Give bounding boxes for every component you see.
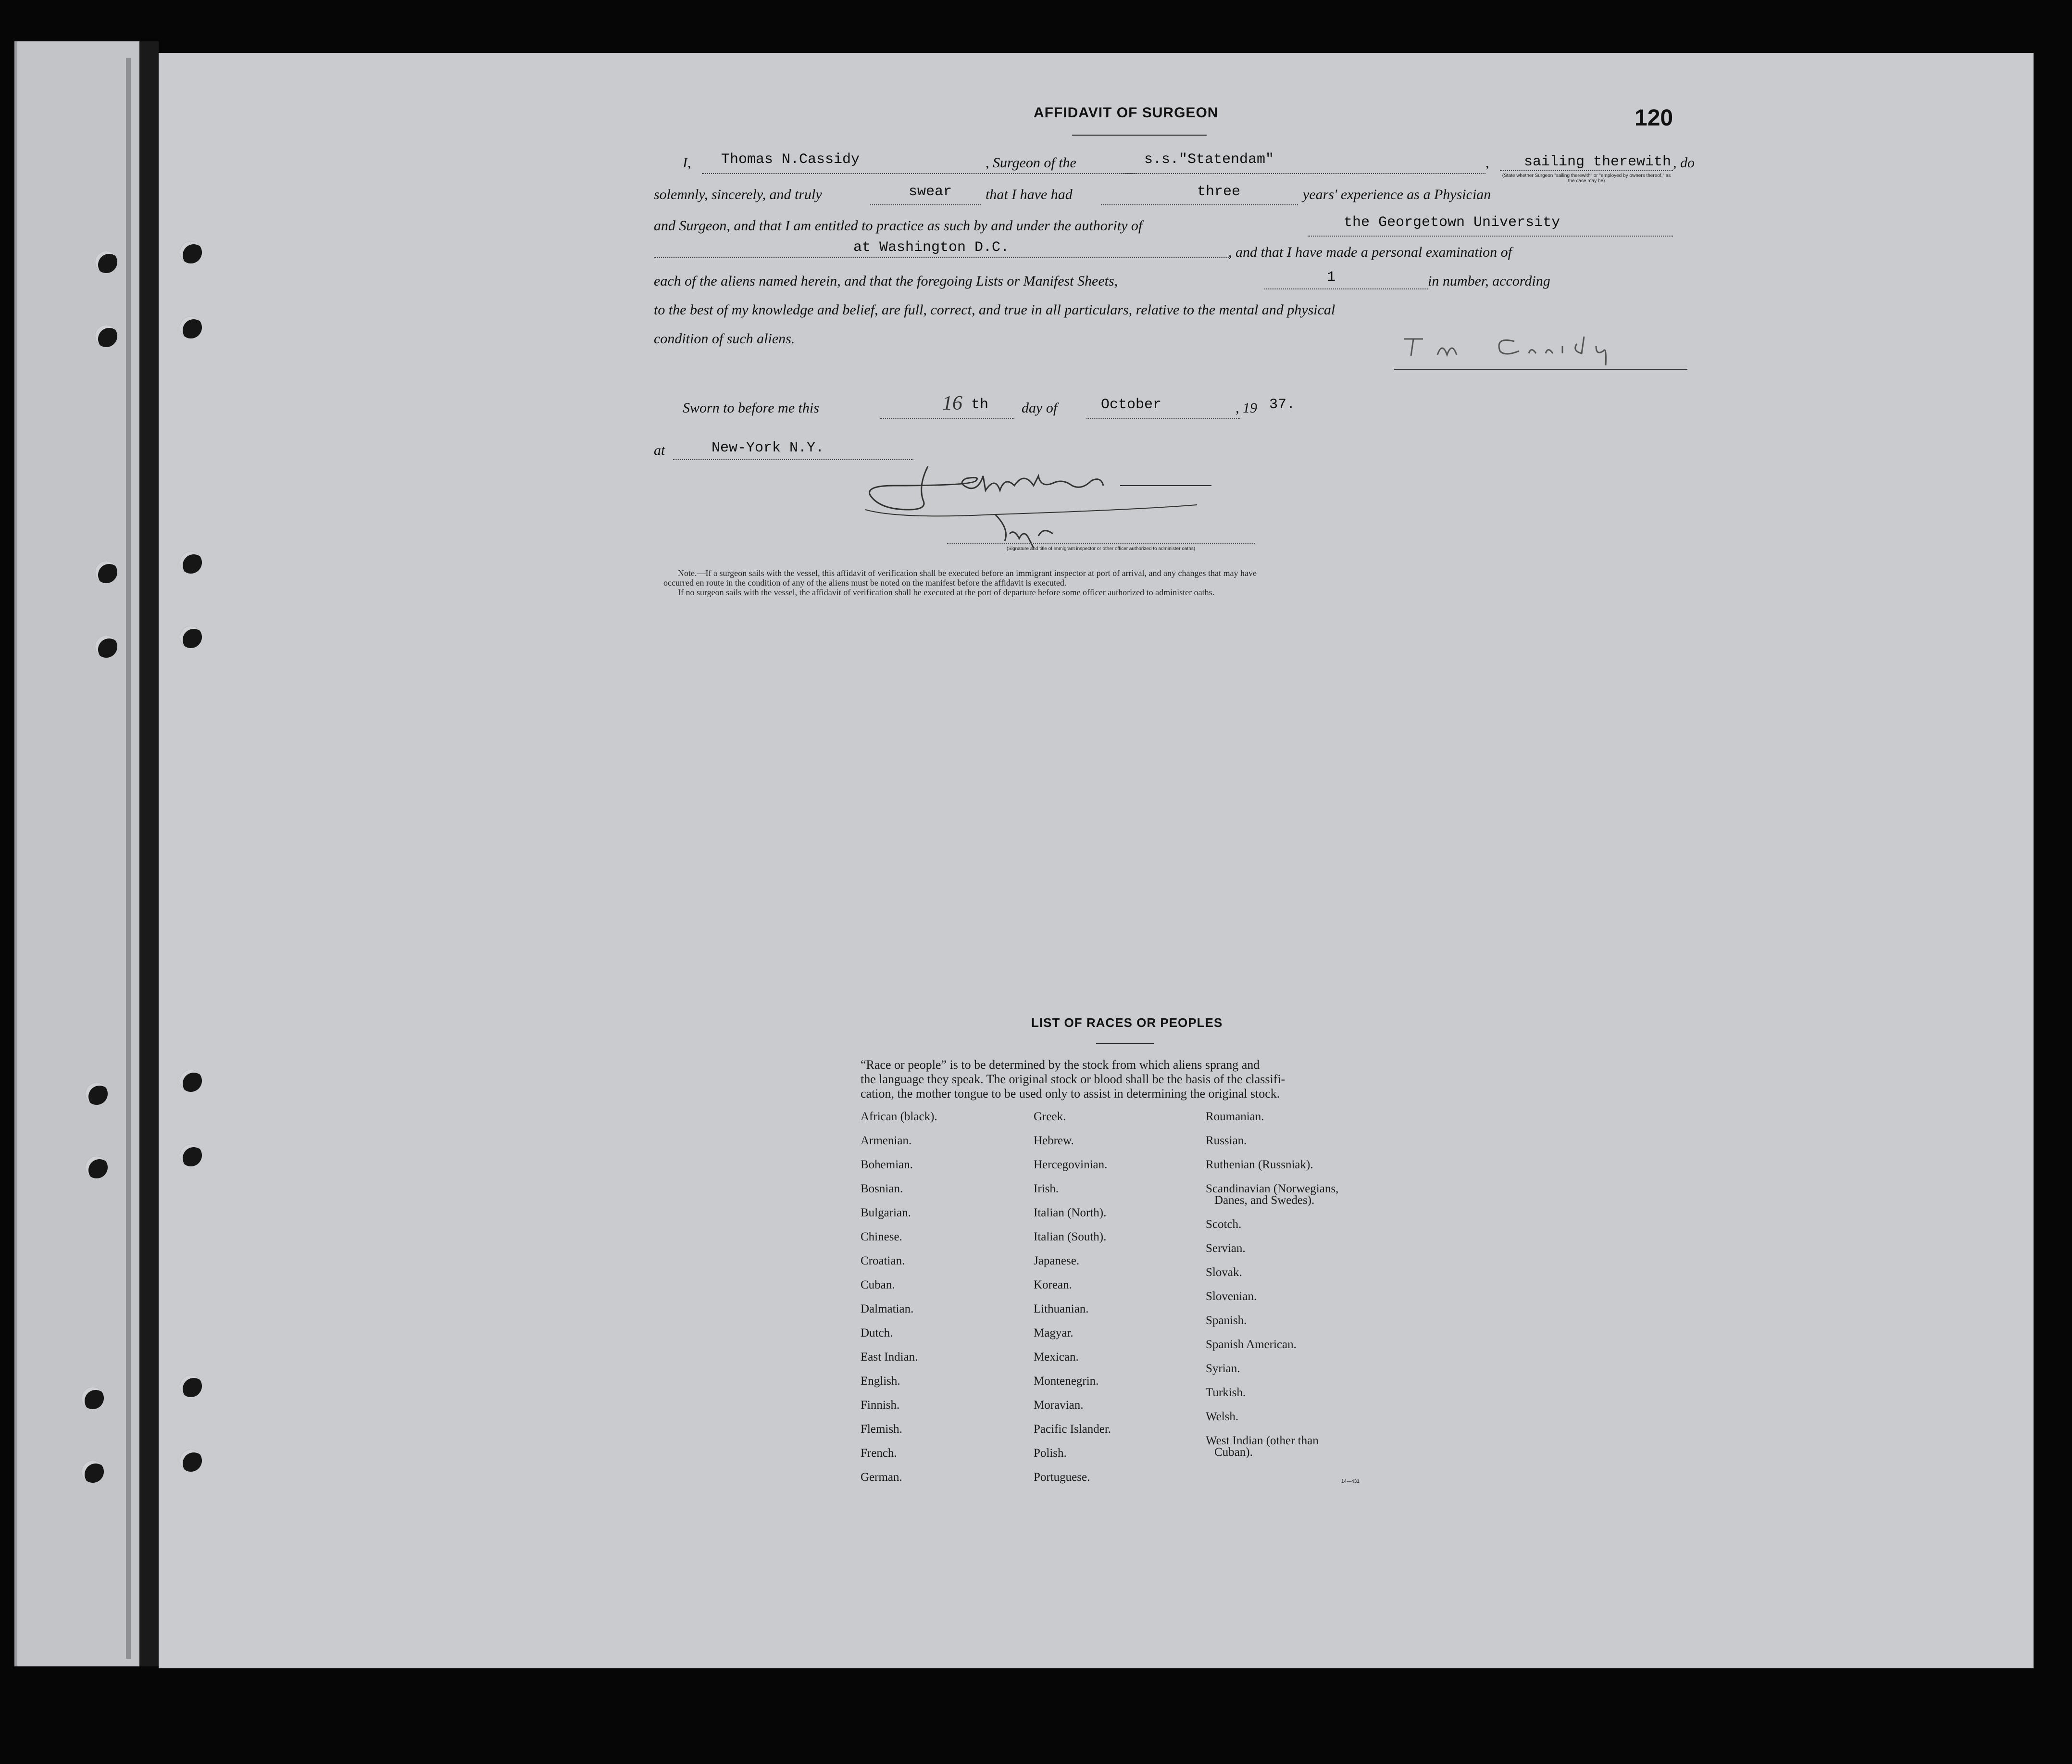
condition-text: condition of such aliens.: [654, 331, 795, 347]
aliens-text: each of the aliens named herein, and that the foregoing Lists or Manifest Sheets,: [654, 273, 1118, 289]
title-rule: [1072, 135, 1207, 136]
intro-i: I,: [683, 155, 691, 171]
note-line-2: occurred en route in the condition of any of the aliens must be noted on the manifest before the affidavit is executed.: [663, 578, 1067, 588]
race-item: Roumanian.: [1206, 1110, 1264, 1123]
binder-edge: [139, 41, 159, 1666]
race-item: Spanish.: [1206, 1314, 1247, 1327]
note-line-1: Note.—If a surgeon sails with the vessel, this affidavit of verification shall be executed before an immigrant inspector at port of arrival, and any changes that may have: [678, 568, 1257, 578]
sworn-text: Sworn to before me this: [683, 400, 819, 416]
form-code: 14—431: [1341, 1479, 1360, 1484]
race-item: Bohemian.: [861, 1158, 913, 1171]
races-intro-3: cation, the mother tongue to be used only to assist in determining the original stock.: [861, 1087, 1280, 1101]
race-item: Chinese.: [861, 1230, 902, 1243]
physician-text: years' experience as a Physician: [1303, 187, 1491, 202]
race-item: Welsh.: [1206, 1410, 1239, 1423]
surgeon-authority-text: and Surgeon, and that I am entitled to practice as such by and under the authority of: [654, 218, 1143, 234]
surgeon-of-label: , Surgeon of the: [986, 155, 1076, 171]
race-item: Pacific Islander.: [1034, 1423, 1111, 1436]
binder-spine: [126, 58, 131, 1659]
race-item: Ruthenian (Russniak).: [1206, 1158, 1313, 1171]
examination-text: , and that I have made a personal examination of: [1228, 244, 1512, 260]
race-item: Hebrew.: [1034, 1134, 1074, 1147]
binder-hole: [95, 251, 117, 273]
page-hole: [180, 551, 202, 574]
race-item: Italian (North).: [1034, 1206, 1107, 1219]
field-line: [1308, 236, 1673, 237]
ship-name: s.s."Statendam": [1144, 151, 1274, 168]
race-item: Dutch.: [861, 1326, 893, 1339]
note-line-3: If no surgeon sails with the vessel, the affidavit of verification shall be executed at the port of departure before some officer authorized to administer oaths.: [678, 588, 1215, 597]
race-item: Finnish.: [861, 1399, 900, 1412]
race-item: Polish.: [1034, 1447, 1067, 1460]
oath-type: swear: [909, 184, 952, 200]
affidavit-title: AFFIDAVIT OF SURGEON: [1034, 105, 1219, 121]
race-item: Cuban.: [861, 1278, 895, 1291]
officer-caption: (Signature and title of immigrant inspector or other officer authorized to administer oaths): [1006, 546, 1196, 551]
sailing-status: sailing therewith: [1524, 154, 1672, 170]
page-hole: [180, 1450, 202, 1472]
field-line: [880, 418, 1014, 419]
binder-cover: [14, 41, 145, 1666]
field-line: [870, 204, 981, 205]
race-item: Lithuanian.: [1034, 1302, 1089, 1315]
races-title-rule: [1096, 1043, 1154, 1044]
field-line: [654, 257, 1231, 258]
page-hole: [180, 1070, 202, 1092]
have-had-text: that I have had: [986, 187, 1073, 202]
sworn-day: 16: [942, 392, 962, 414]
field-line: [1086, 418, 1240, 419]
page-hole: [180, 241, 202, 263]
race-item: Syrian.: [1206, 1362, 1240, 1375]
field-line: [1500, 170, 1673, 171]
race-item: Russian.: [1206, 1134, 1247, 1147]
sworn-year: 37.: [1269, 397, 1296, 413]
authority-institution: the Georgetown University: [1344, 214, 1560, 231]
race-item: Italian (South).: [1034, 1230, 1107, 1243]
binder-hole: [86, 1156, 108, 1178]
sailing-note: (State whether Surgeon "sailing therewith" or "employed by owners thereof," as the case may be): [1502, 173, 1671, 184]
race-item: Slovenian.: [1206, 1290, 1257, 1303]
at-text: at: [654, 442, 665, 458]
binder-hole: [95, 636, 117, 658]
race-item: Irish.: [1034, 1182, 1059, 1195]
knowledge-text: to the best of my knowledge and belief, are full, correct, and true in all particulars, relative to the mental and physical: [654, 302, 1336, 318]
race-item: Cuban).: [1214, 1446, 1253, 1459]
surgeon-name: Thomas N.Cassidy: [721, 151, 860, 168]
in-number-text: in number, according: [1428, 273, 1550, 289]
race-item: Magyar.: [1034, 1326, 1073, 1339]
race-item: Spanish American.: [1206, 1338, 1297, 1351]
sworn-place: New-York N.Y.: [711, 440, 824, 456]
authority-location: at Washington D.C.: [853, 239, 1010, 256]
race-item: Turkish.: [1206, 1386, 1246, 1399]
officer-signature: [937, 466, 1073, 489]
race-item: African (black).: [861, 1110, 937, 1123]
race-item: Mexican.: [1034, 1351, 1079, 1364]
race-item: German.: [861, 1471, 902, 1484]
binder-hole: [86, 1083, 108, 1105]
do-text: , do: [1673, 155, 1695, 171]
race-item: Portuguese.: [1034, 1471, 1090, 1484]
day-of-text: day of: [1022, 400, 1058, 416]
race-item: East Indian.: [861, 1351, 918, 1364]
page-hole: [180, 1375, 202, 1397]
sworn-day-suffix: th: [971, 397, 989, 413]
race-item: Scandinavian (Norwegians,: [1206, 1182, 1339, 1195]
race-item: Greek.: [1034, 1110, 1066, 1123]
races-column-1: [861, 1111, 937, 1495]
race-item: Armenian.: [861, 1134, 912, 1147]
field-line: [1115, 173, 1485, 174]
solemnly-text: solemnly, sincerely, and truly: [654, 187, 822, 202]
race-item: French.: [861, 1447, 897, 1460]
surgeon-signature: [1418, 335, 1551, 363]
race-item: Scotch.: [1206, 1218, 1242, 1231]
century-text: , 19: [1236, 400, 1257, 416]
race-item: West Indian (other than: [1206, 1434, 1319, 1447]
binder-hole: [95, 325, 117, 347]
race-item: Moravian.: [1034, 1399, 1084, 1412]
years-experience: three: [1197, 184, 1241, 200]
binder-hole: [82, 1387, 104, 1409]
page-hole: [180, 1144, 202, 1166]
races-column-3: [1206, 1111, 1338, 1470]
field-line: [1264, 288, 1428, 289]
race-item: Hercegovinian.: [1034, 1158, 1108, 1171]
field-line: [702, 173, 1147, 174]
manifest-page: [159, 53, 2034, 1668]
race-item: Croatian.: [861, 1254, 905, 1267]
race-item: Bosnian.: [861, 1182, 903, 1195]
binder-hole: [82, 1461, 104, 1483]
race-item: Slovak.: [1206, 1266, 1242, 1279]
race-item: Danes, and Swedes).: [1214, 1194, 1315, 1207]
race-item: Japanese.: [1034, 1254, 1080, 1267]
race-item: Dalmatian.: [861, 1302, 914, 1315]
page-hole: [180, 316, 202, 338]
race-item: Bulgarian.: [861, 1206, 911, 1219]
race-item: Korean.: [1034, 1278, 1072, 1291]
page-hole: [180, 626, 202, 648]
race-item: Servian.: [1206, 1242, 1246, 1255]
races-intro-2: the language they speak. The original stock or blood shall be the basis of the classifi-: [861, 1072, 1286, 1086]
sheet-count: 1: [1327, 269, 1336, 286]
races-title: LIST OF RACES OR PEOPLES: [1031, 1015, 1223, 1030]
field-line: [947, 543, 1255, 544]
comma: ,: [1485, 155, 1489, 171]
field-line: [1101, 204, 1298, 205]
races-column-2: [1034, 1111, 1111, 1495]
binder-hole: [95, 561, 117, 583]
race-item: English.: [861, 1375, 900, 1388]
race-item: Montenegrin.: [1034, 1375, 1099, 1388]
races-intro-1: “Race or people” is to be determined by the stock from which aliens sprang and: [861, 1058, 1260, 1072]
sworn-month: October: [1101, 397, 1162, 413]
race-item: Flemish.: [861, 1423, 902, 1436]
page-number: 120: [1635, 105, 1673, 131]
